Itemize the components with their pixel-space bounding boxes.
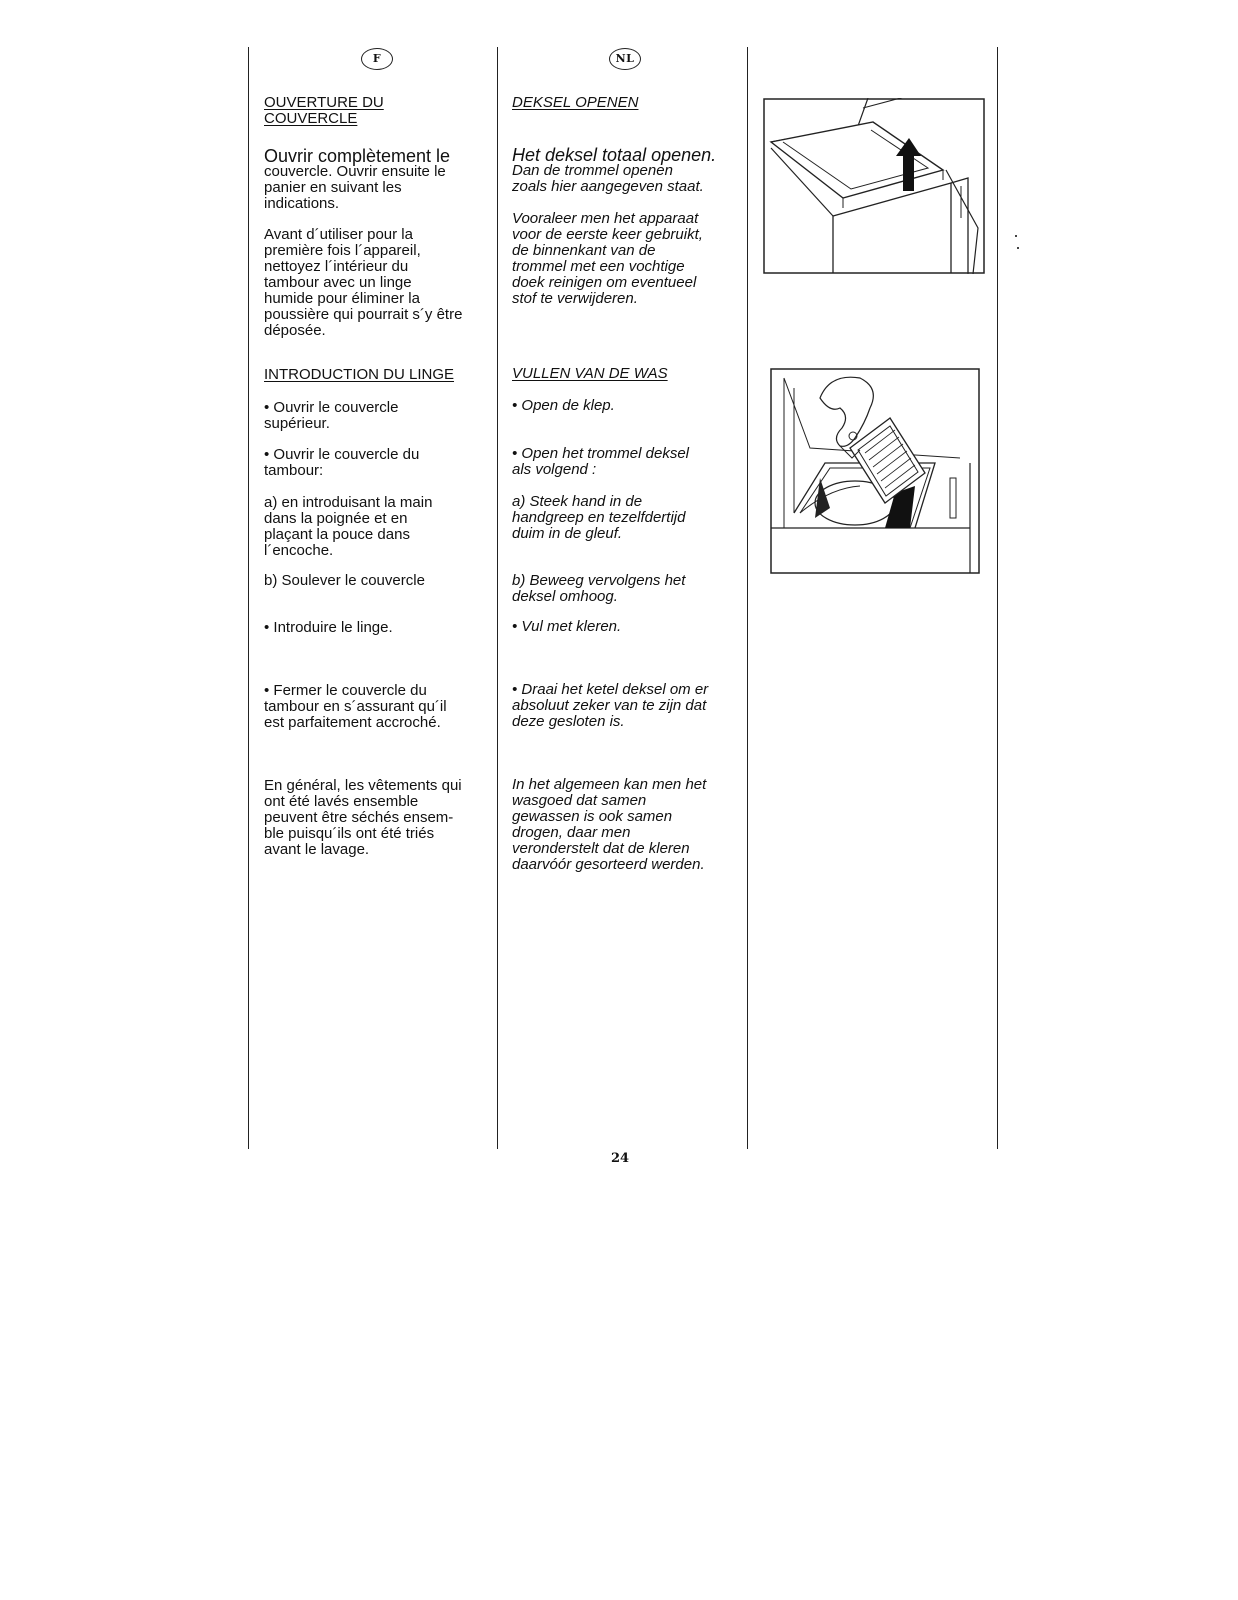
dutch-step-a: a) Steek hand in de handgreep en tezelfdertijd duim in de gleuf.: [512, 493, 686, 542]
french-lid-body: couvercle. Ouvrir ensuite le panier en suivant les indications.: [264, 163, 446, 212]
french-step-a: a) en introduisant la main dans la poignée et en plaçant la pouce dans l´encoche.: [264, 494, 433, 559]
dutch-section-title-lid: DEKSEL OPENEN: [512, 94, 639, 111]
french-lid-lead: Ouvrir complètement le: [264, 146, 451, 166]
dutch-column: [512, 0, 744, 1150]
french-section-title-lid: OUVERTURE DU COUVERCLE: [264, 94, 384, 127]
french-bullet-open-drum: • Ouvrir le couvercle du tambour:: [264, 446, 420, 479]
french-bullet-load: • Introduire le linge.: [264, 619, 393, 636]
page-number: 24: [610, 1151, 630, 1166]
dutch-step-b: b) Beweeg vervolgens het deksel omhoog.: [512, 572, 686, 605]
french-column: [264, 0, 494, 1150]
dutch-section-title-laundry: VULLEN VAN DE WAS: [512, 365, 668, 382]
column-rule-middle-1: [497, 47, 498, 1149]
french-cleaning-paragraph: Avant d´utiliser pour la première fois l´appareil, nettoyez l´intérieur du tambour avec un linge humide pour éliminer la poussière qui pourrait s´y être déposée.: [264, 226, 463, 339]
drum-opening-illustration: [770, 368, 980, 574]
french-step-b: b) Soulever le couvercle: [264, 572, 425, 589]
dutch-lid-lead: Het deksel totaal openen.: [512, 145, 717, 165]
dutch-bullet-open-top: • Open de klep.: [512, 397, 615, 414]
language-badge-french: F: [361, 48, 393, 70]
french-bullet-close: • Fermer le couvercle du tambour en s´assurant qu´il est parfaitement accroché.: [264, 682, 447, 731]
scan-speck: [1017, 247, 1019, 249]
dutch-bullet-close: • Draai het ketel deksel om er absoluut zeker van te zijn dat deze gesloten is.: [512, 681, 709, 730]
dutch-cleaning-paragraph: Vooraleer men het apparaat voor de eerste keer gebruikt, de binnenkant van de trommel met een vochtige doek reinigen om eventueel stof te verwijderen.: [512, 210, 703, 307]
dutch-bullet-load: • Vul met kleren.: [512, 618, 622, 635]
scan-speck: [1015, 235, 1017, 237]
dutch-general-note: In het algemeen kan men het wasgoed dat samen gewassen is ook samen drogen, daar men veronderstelt dat de kleren daarvóór gesorteerd werden.: [512, 776, 707, 873]
column-rule-left: [248, 47, 249, 1149]
dutch-lid-body: Dan de trommel openen zoals hier aangegeven staat.: [512, 162, 704, 195]
column-rule-middle-2: [747, 47, 748, 1149]
french-general-note: En général, les vêtements qui ont été lavés ensemble peuvent être séchés ensem- ble puisqu´ils ont été triés avant le lavage.: [264, 777, 462, 858]
dutch-bullet-open-drum: • Open het trommel deksel als volgend :: [512, 445, 689, 478]
column-rule-right: [997, 47, 998, 1149]
language-badge-dutch: NL: [609, 48, 641, 70]
french-bullet-open-top: • Ouvrir le couvercle supérieur.: [264, 399, 399, 432]
french-section-title-laundry: INTRODUCTION DU LINGE: [264, 366, 455, 383]
lid-opening-illustration: [763, 98, 985, 274]
